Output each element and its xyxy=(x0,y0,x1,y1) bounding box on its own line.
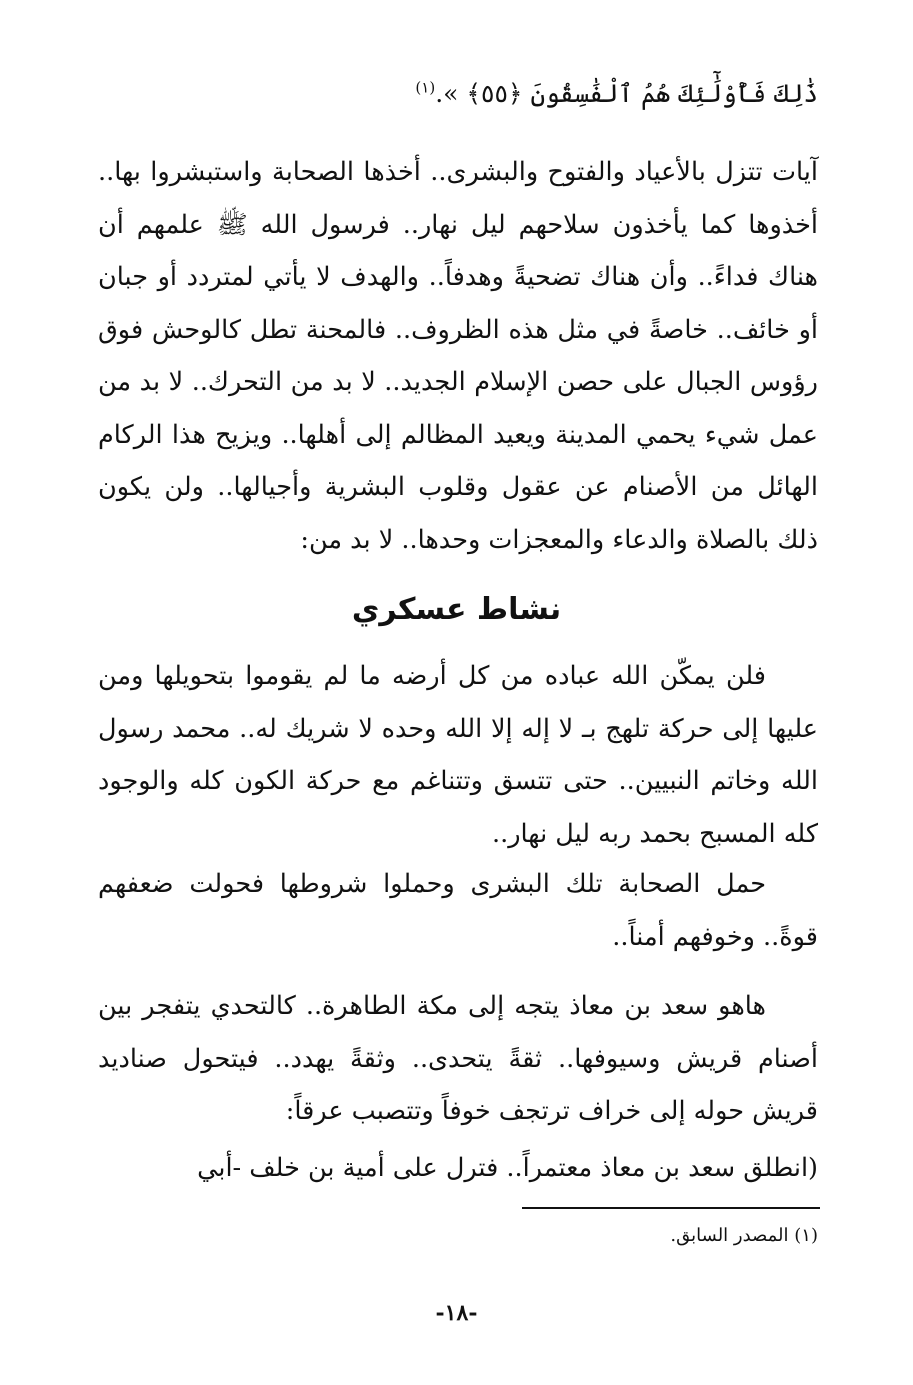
paragraph-5: (انطلق سعد بن معاذ معتمراً.. فترل على أمية بن خلف -أبي xyxy=(197,1153,818,1183)
paragraph-4: هاهو سعد بن معاذ يتجه إلى مكة الطاهرة.. كالتحدي يتفجر بين أصنام قريش وسيوفها.. ثقةً يتحدى.. وثقةً يهدد.. فيتحول صناديد قريش حوله إلى خراف ترتجف خوفاً وتتصبب عرقاً: xyxy=(98,991,818,1126)
paragraph-3: حمل الصحابة تلك البشرى وحملوا شروطها فحولت ضعفهم قوةً.. وخوفهم أمناً.. xyxy=(98,869,818,952)
quran-verse-line xyxy=(98,68,818,121)
section-heading: نشاط عسكري xyxy=(351,592,562,627)
footnote: (١) المصدر السابق. xyxy=(670,1225,818,1246)
page-number: -١٨- xyxy=(435,1300,478,1326)
paragraph-1: آيات تتزل بالأعياد والفتوح والبشرى.. أخذها الصحابة واستبشروا بها.. أخذوها كما يأخذون سلاحهم ليل نهار.. فرسول الله ﷺ علمهم أن هناك فداءً.. وأن هناك تضحيةً وهدفاً.. والهدف لا يأتي لمتردد أو جبان أو خائف.. خاصةً في مثل هذه الظروف.. فالمحنة تطل كالوحش فوق رؤوس الجبال على حصن الإسلام الجديد.. لا بد من التحرك.. لا بد من عمل شيء يحمي المدينة ويعيد المظالم إلى أهلها.. ويزيح هذا الركام الهائل من الأصنام عن عقول وقلوب البشرية وأجيالها.. ولن يكون ذلك بالصلاة والدعاء والمعجزات وحدها.. لا بد من: xyxy=(98,157,818,555)
paragraph-2: فلن يمكّن الله عباده من كل أرضه ما لم يقوموا بتحويلها ومن عليها إلى حركة تلهج بـ لا إله إلا الله وحده لا شريك له.. محمد رسول الله وخاتم النبيين.. حتى تتسق وتتناغم مع حركة الكون كله والوجود كله المسبح بحمد ربه ليل نهار.. xyxy=(98,661,818,849)
footnote-reference: (١) xyxy=(415,78,436,97)
quran-verse-text: ذَٰلِكَ فَأُوْلَٰٓئِكَ هُمُ ٱلْفَٰسِقُونَ ﴿٥٥﴾ ». xyxy=(435,79,818,108)
footnote-separator xyxy=(522,1207,820,1209)
